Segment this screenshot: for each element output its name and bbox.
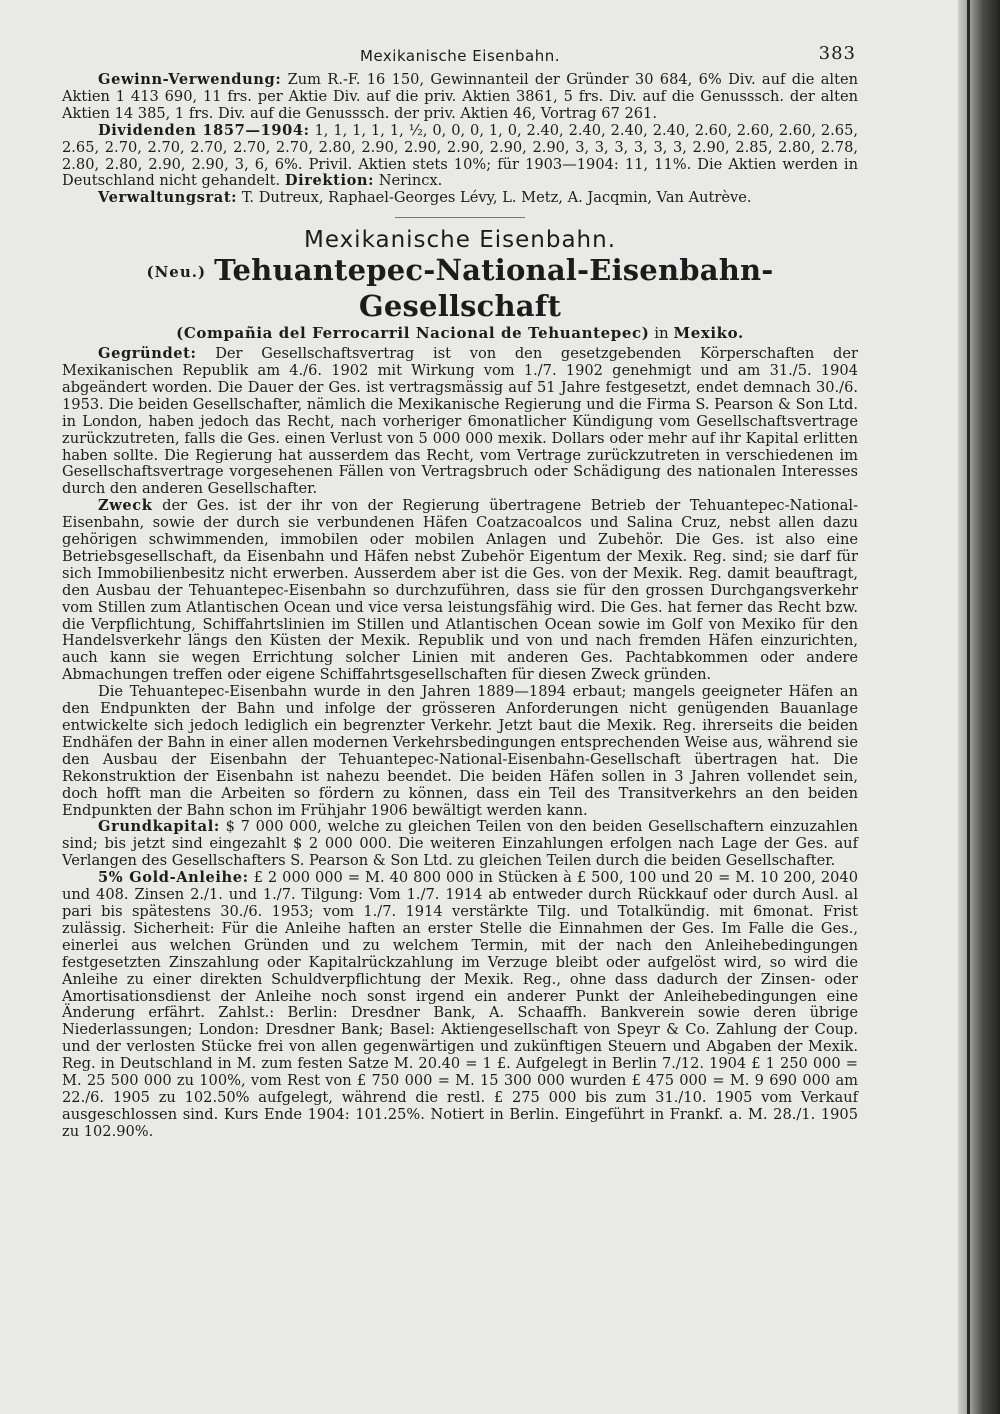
bau-paragraph [62,684,858,819]
page-number: 383 [818,43,856,64]
bau-text: Die Tehuantepec-Eisenbahn wurde in den Jahren 1889—1894 erbaut; mangels geeigneter Häfen an den Endpunkten der Bahn und infolge der grösseren Anforderungen nicht genügenden Bauanlage entwickelte sich jedoch lediglich ein begrenzter Verkehr. Jetzt baut die Mexik. Reg. ihrerseits die beiden Endhäfen der Bahn in einer allen modernen Verkehrsbedingungen entsprechenden Weise aus, während sie den Ausbau der Eisenbahn der Tehuantepec-National-Eisenbahn-Gesellschaft übertragen hat. Die Rekonstruktion der Eisenbahn ist nahezu beendet. Die beiden Häfen sollen in 3 Jahren vollendet sein, doch hofft man die Arbeiten so fördern zu können, dass ein Teil des Transitverkehrs an den beiden Endpunkten der Bahn schon im Frühjahr 1906 bewältigt werden kann. [62,683,858,819]
gewinn-verwendung-label: Gewinn-Verwendung: [98,71,282,88]
company-name-row [62,253,858,323]
dividenden-label: Dividenden 1857—1904: [98,121,310,139]
direktion-label: Direktion: [284,172,375,190]
grundkapital-paragraph [62,819,858,870]
direktion-text: Nerincx. [378,172,443,190]
company-subtitle: (Compañia del Ferrocarril Nacional de Tehuantepec) [176,324,650,343]
zweck-label: Zweck [98,497,153,515]
running-title: Mexikanische Eisenbahn. [360,47,560,65]
grundkapital-text: $ 7 000 000, welche zu gleichen Teilen von den beiden Gesellschaftern einzuzahlen sind; bis jetzt sind eingezahlt $ 2 000 000. Die weiteren Einzahlungen erfolgen nach Lage der Ges. auf Verlangen des Gesellschafters S. Pearson & Son Ltd. zu gleichen Teilen durch die beiden Gesellschafter. [62,818,858,870]
new-tag: (Neu.) [146,263,207,282]
verwaltungsrat-paragraph [62,190,858,207]
gegruendet-paragraph [62,346,858,498]
page-content [62,44,858,1141]
company-name: Tehuantepec-National-Eisenbahn-Gesellschaft [214,253,774,324]
company-location: Mexiko. [673,324,744,343]
section-divider [395,217,525,218]
gewinn-verwendung-paragraph [62,72,858,123]
running-head [62,44,858,70]
gegruendet-label: Gegründet: [98,345,197,363]
anleihe-text: £ 2 000 000 = M. 40 800 000 in Stücken à £ 500, 100 und 20 = M. 10 200, 2040 und 408. Zinsen 2./1. und 1./7. Tilgung: Vom 1./7. 1914 ab entweder durch Rückkauf oder durch Ausl. al pari bis spätestens 30./6. 1953; vom 1./7. 1914 verstärkte Tilg. und Totalkündig. mit 6monat. Frist zulässig. Sicherheit: Für die Anleihe haften an erster Stelle die Einnahmen der Ges. Im Falle die Ges., einerlei aus welchen Gründen und zu welchem Termin, mit der nach den Anleihebedingungen festgesetzten Zinszahlung oder Kapitalrückzahlung im Verzuge bleibt oder aufgelöst wird, so wird die Anleihe zu einer direkten Schuldverpflichtung der Mexik. Reg., ohne dass dadurch der Zinsen- oder Amortisationsdienst der Anleihe noch sonst irgend ein anderer Punkt der Anleihebedingungen eine Änderung erfährt. Zahlst.: Berlin: Dresdner Bank, A. Schaaffh. Bankverein sowie deren übrige Niederlassungen; London: Dresdner Bank; Basel: Aktiengesellschaft von Speyr & Co. Zahlung der Coup. und der verlosten Stücke frei von allen gegenwärtigen und zukünftigen Steuern und Abgaben der Mexik. Reg. in Deutschland in M. zum festen Satze M. 20.40 = 1 £. Aufgelegt in Berlin 7./12. 1904 £ 1 250 000 = M. 25 500 000 zu 100%, vom Rest von £ 750 000 = M. 15 300 000 wurden £ 475 000 = M. 9 690 000 am 22./6. 1905 zu 102.50% aufgelegt, während die restl. £ 275 000 bis zum 31./10. 1905 vom Verkauf ausgeschlossen sind. Kurs Ende 1904: 101.25%. Notiert in Berlin. Eingeführt in Frankf. a. M. 28./1. 1905 zu 102.90%. [62,869,858,1140]
grundkapital-label: Grundkapital: [98,818,220,836]
gegruendet-text: Der Gesellschaftsvertrag ist von den gesetzgebenden Körperschaften der Mexikanischen Republik am 4./6. 1902 mit Wirkung vom 1./7. 1902 genehmigt und am 31./5. 1904 abgeändert worden. Die Dauer der Ges. ist vertragsmässig auf 51 Jahre festgesetzt, endet demnach 30./6. 1953. Die beiden Gesellschafter, nämlich die Mexikanische Regierung und die Firma S. Pearson & Son Ltd. in London, haben jedoch das Recht, nach vorheriger 6monatlicher Kündigung vom Gesellschaftsvertrage zurückzutreten, falls die Ges. einen Verlust von 5 000 000 mexik. Dollars oder mehr auf ihr Kapital erlitten haben sollte. Die Regierung hat ausserdem das Recht, vom Vertrage zurückzutreten in verschiedenen im Gesellschaftsvertrage vorgesehenen Fällen von Vertragsbruch oder Schädigung des nationalen Interesses durch den anderen Gesellschafter. [62,345,859,498]
zweck-text: der Ges. ist der ihr von der Regierung übertragene Betrieb der Tehuantepec-National-Eisenbahn, sowie der durch sie verbundenen Häfen Coatzacoalcos und Salina Cruz, nebst allen dazu gehörigen schwimmenden, immobilen oder mobilen Anlagen und Zubehör. Die Ges. ist also eine Betriebsgesellschaft, da Eisenbahn und Häfen nebst Zubehör Eigentum der Mexik. Reg. sind; sie darf für sich Immobilienbesitz nicht erwerben. Ausserdem aber ist die Ges. von der Mexik. Reg. damit beauftragt, den Ausbau der Tehuantepec-Eisenbahn so durchzuführen, dass sie für den grossen Durchgangsverkehr vom Stillen zum Atlantischen Ocean und vice versa leistungsfähig wird. Die Ges. hat ferner das Recht bzw. die Verpflichtung, Schiffahrtslinien im Stillen und Atlantischen Ocean sowie im Golf von Mexiko für den Handelsverkehr längs den Küsten der Mexik. Republik und von und nach fremden Häfen einzurichten, auch kann sie wegen Errichtung solcher Linien mit anderen Ges. Pachtabkommen oder andere Abmachungen treffen oder eigene Schiffahrtsgesellschaften für diesen Zweck gründen. [62,497,858,684]
dividenden-paragraph [62,123,858,191]
dividenden-text: 1, 1, 1, 1, 1, ½, 0, 0, 0, 1, 0, 2.40, 2.40, 2.40, 2.40, 2.60, 2.60, 2.60, 2.65, 2.65, 2.70, 2.70, 2.70, 2.70, 2.70, 2.80, 2.90, 2.90, 2.90, 2.90, 2.90, 3, 3, 3, 3, 3, 3, 2.90, 2.85, 2.80, 2.78, 2.80, 2.80, 2.90, 2.90, 3, 6, 6%. Privil. Aktien stets 10%; für 1903—1904: 11, 11%. Die Aktien werden in Deutschland nicht gehandelt. [62,121,858,190]
section-heading: Mexikanische Eisenbahn. [303,227,617,254]
verwaltungsrat-label: Verwaltungsrat: [98,189,238,207]
anleihe-label: 5% Gold-Anleihe: [98,869,249,887]
company-subtitle-suffix: in [654,324,669,343]
zweck-paragraph [62,498,858,684]
gewinn-verwendung-text: Zum R.-F. 16 150, Gewinnanteil der Gründer 30 684, 6% Div. auf die alten Aktien 1 413 690, 11 frs. per Aktie Div. auf die priv. Aktien 3861, 5 frs. Div. auf die Genusssch. der alten Aktien 14 385, 1 frs. Div. auf die Genusssch. der priv. Aktien 46, Vortrag 67 261. [62,71,858,122]
page-edge-shadow [958,0,1000,1414]
company-subtitle-row [62,325,858,342]
page-edge-line [967,0,970,1414]
anleihe-paragraph [62,870,858,1141]
verwaltungsrat-text: T. Dutreux, Raphael-Georges Lévy, L. Metz, A. Jacqmin, Van Autrève. [241,189,752,207]
